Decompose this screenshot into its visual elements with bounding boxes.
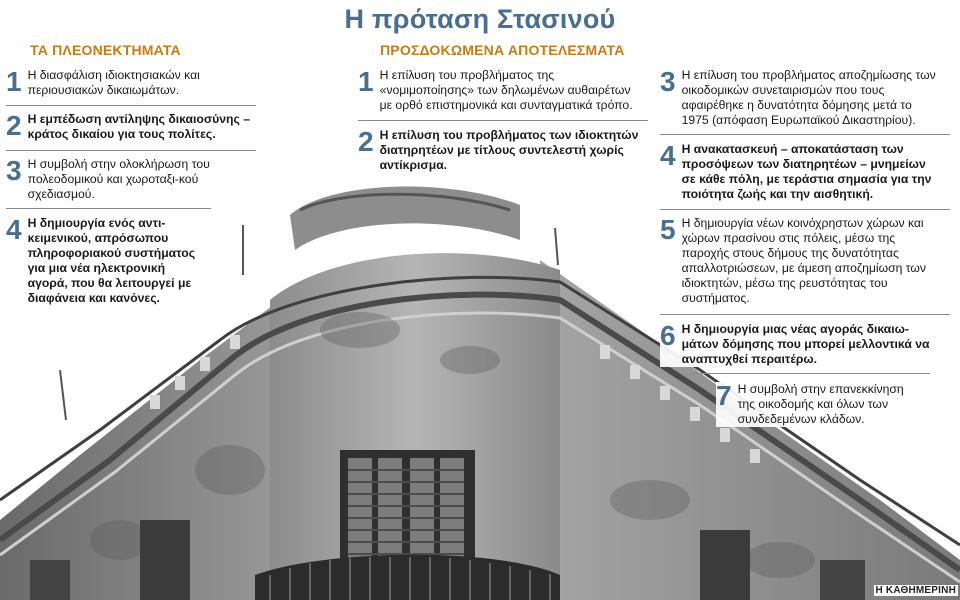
item-text: Η δημιουργία ενός αντι-κειμενικού, απρόσωπου πληροφοριακού συστήματος για μια νέα ηλεκτρονική αγορά, που θα λειτουργεί με διαφάνεια και κανόνες. [28, 216, 200, 306]
item-text: Η επίλυση του προβλήματος των ιδιοκτητών διατηρητέων με τίτλους συντελεστή χωρίς αντίκρισμα. [379, 128, 639, 172]
divider [6, 150, 256, 151]
advantage-item-1 [6, 68, 256, 98]
item-text: Η επίλυση του προβλήματος της «νομιμοποίησης» των δηλωμένων αυθαιρέτων με ορθό επιστημονικά και συνταγματικά τρόπο. [379, 68, 633, 112]
advantage-item-3 [6, 157, 226, 202]
item-text: Η ανακατασκευή – αποκατάσταση των προσόψεων των διατηρητέων – μνημείων σε κάθε πόλη, με τεράστια σημασία για την ποιότητα ζωής και την αισθητική. [681, 142, 932, 201]
item-text: Η συμβολή στην επανεκκίνηση της οικοδομής και όλων των συνδεδεμένων κλάδων. [737, 382, 904, 426]
newspaper-credit: Η ΚΑΘΗΜΕΡΙΝΗ [875, 585, 956, 596]
item-text: Η επίλυση του προβλήματος αποζημίωσης των οικοδομικών συνεταιρισμών που τους αφαιρέθηκε η δυνατότητα δόμησης μετά το 1975 (απόφαση Ευρωπαϊκού Δικαστηρίου). [681, 68, 936, 127]
item-number: 1 [358, 66, 374, 97]
results-heading: ΠΡΟΣΔΟΚΩΜΕΝΑ ΑΠΟΤΕΛΕΣΜΑΤΑ [380, 42, 625, 58]
result-item-6 [660, 322, 950, 367]
item-number: 3 [660, 66, 676, 97]
item-number: 3 [6, 155, 22, 186]
page-title: Η πρόταση Στασινού [344, 4, 616, 34]
divider [660, 134, 950, 135]
result-item-4 [660, 142, 950, 202]
item-number: 4 [6, 214, 22, 245]
item-number: 1 [6, 66, 22, 97]
divider [660, 314, 950, 315]
result-item-7 [716, 382, 916, 427]
result-item-1 [358, 68, 648, 113]
advantage-item-2 [6, 112, 256, 142]
item-number: 5 [660, 214, 676, 245]
divider [6, 105, 256, 106]
item-number: 6 [660, 320, 676, 351]
item-text: Η συμβολή στην ολοκλήρωση του πολεοδομικού και χωροταξι-κού σχεδιασμού. [27, 157, 210, 201]
divider [690, 373, 930, 374]
item-text: Η διασφάλιση ιδιοκτησιακών και περιουσιακών δικαιωμάτων. [27, 68, 200, 97]
result-item-2 [358, 128, 648, 173]
result-item-5 [660, 216, 950, 306]
divider [660, 209, 950, 210]
item-text: Η εμπέδωση αντίληψης δικαιοσύνης – κράτος δικαίου για τους πολίτες. [27, 112, 251, 141]
item-number: 2 [358, 126, 374, 157]
item-text: Η δημιουργία νέων κοινόχρηστων χώρων και χώρων πρασίνου στις πόλεις, μέσω της παροχής στους δήμους της δυνατότητας απαλλοτριώσεων, με άμεση αποζημίωση των ιδιοκτητών, μέσω της ρευστότητας του συστήματος. [681, 216, 927, 305]
divider [358, 120, 648, 121]
item-number: 4 [660, 140, 676, 171]
item-text: Η δημιουργία μιας νέας αγοράς δικαιω-μάτων δόμησης που μπορεί μελλοντικά να αναπτυχθεί περαιτέρω. [681, 322, 930, 366]
advantage-item-4 [6, 216, 206, 306]
result-item-3 [660, 68, 950, 128]
item-number: 7 [716, 380, 732, 411]
item-number: 2 [6, 110, 22, 141]
divider [6, 208, 211, 209]
advantages-heading: ΤΑ ΠΛΕΟΝΕΚΤΗΜΑΤΑ [30, 42, 181, 58]
